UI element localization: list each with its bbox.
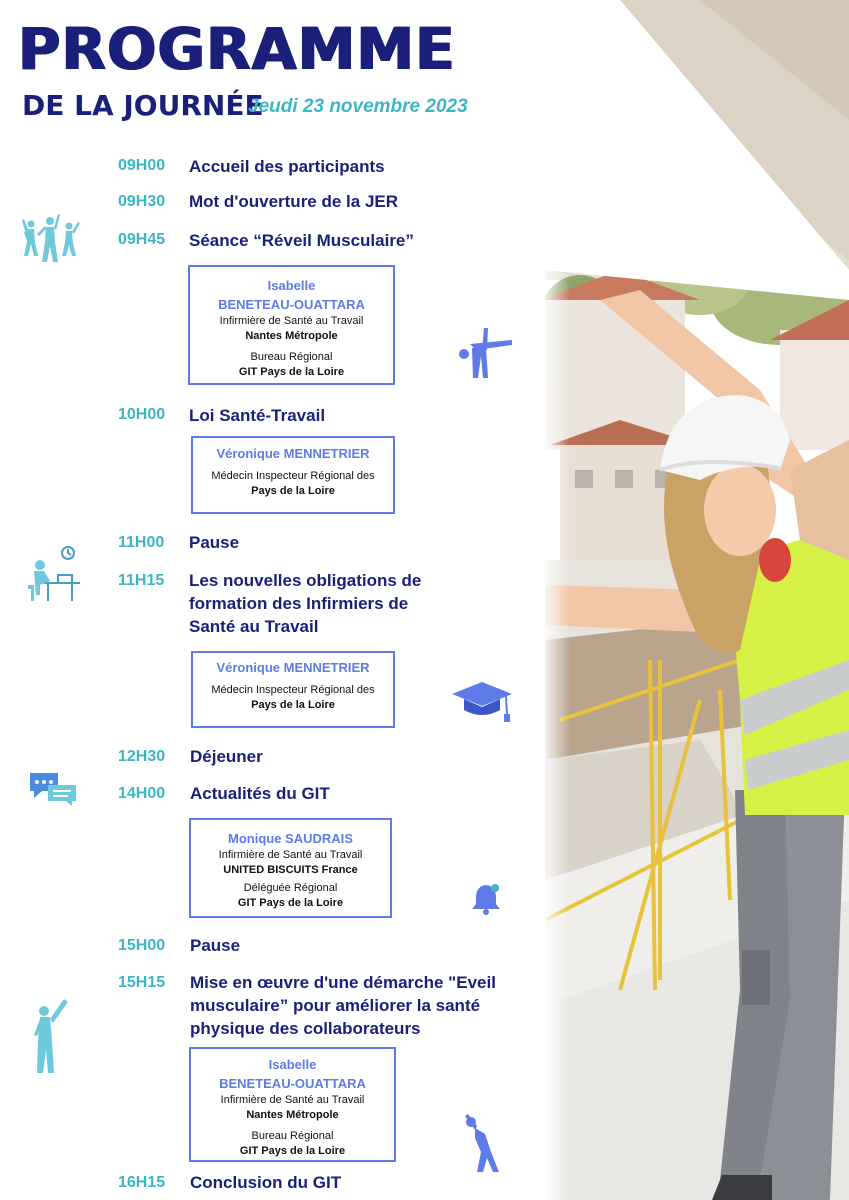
speaker-role: Bureau Régional: [251, 1130, 334, 1142]
time-1000: 10H00: [118, 406, 166, 423]
time-1515: 15H15: [118, 974, 166, 991]
item-loi-sante-travail: Loi Santé-Travail: [189, 406, 326, 425]
item-conclusion: Conclusion du GIT: [190, 1173, 342, 1192]
item-actualites-git: Actualités du GIT: [190, 784, 330, 803]
bell-icon: [470, 882, 502, 916]
time-1500: 15H00: [118, 937, 166, 954]
item-title-line: Santé au Travail: [189, 617, 319, 636]
graduation-cap-icon: [452, 680, 512, 724]
time-0945: 09H45: [118, 231, 166, 248]
page-title: PROGRAMME: [18, 15, 456, 83]
speaker-role: Bureau Régional: [250, 351, 333, 363]
speaker-name: Véronique MENNETRIER: [216, 660, 370, 675]
speaker-org: Nantes Métropole: [245, 330, 338, 342]
speaker-name: Monique SAUDRAIS: [228, 831, 353, 846]
speaker-name: Véronique MENNETRIER: [216, 446, 370, 461]
speaker-name: Isabelle: [267, 278, 316, 293]
side-stretch-icon: [30, 995, 70, 1075]
page-subtitle: DE LA JOURNÉE: [22, 89, 264, 122]
speaker-org: GIT Pays de la Loire: [237, 897, 344, 909]
speaker-name: Isabelle: [268, 1057, 317, 1072]
item-title-line: Les nouvelles obligations de: [189, 571, 422, 590]
item-title-line: Mise en œuvre d'une démarche "Eveil: [190, 973, 496, 992]
speaker-org: UNITED BISCUITS France: [223, 864, 358, 876]
speaker-role: Médecin Inspecteur Régional des: [211, 470, 375, 482]
item-pause: Pause: [189, 533, 240, 552]
speaker-name: BENETEAU-OUATTARA: [218, 297, 365, 312]
chat-bubbles-icon: [28, 771, 78, 807]
speaker-role: Déléguée Régional: [243, 882, 338, 894]
speaker-org: GIT Pays de la Loire: [239, 1145, 346, 1157]
speaker-name: BENETEAU-OUATTARA: [219, 1076, 366, 1091]
speaker-card: [191, 436, 395, 514]
time-1100: 11H00: [118, 534, 165, 551]
item-obligations-formation: [189, 569, 421, 638]
time-0900: 09H00: [118, 157, 166, 174]
item-title-line: musculaire” pour améliorer la santé: [190, 996, 481, 1015]
item-ouverture: Mot d'ouverture de la JER: [189, 192, 399, 211]
speaker-role: Infirmière de Santé au Travail: [219, 315, 364, 327]
speaker-role: Infirmière de Santé au Travail: [218, 849, 363, 861]
speaker-card: [188, 265, 395, 385]
time-0930: 09H30: [118, 193, 166, 210]
item-title-line: physique des collaborateurs: [190, 1019, 421, 1038]
time-1615: 16H15: [118, 1174, 166, 1191]
item-pause-2: Pause: [190, 936, 241, 955]
time-1115: 11H15: [118, 572, 165, 589]
time-1230: 12H30: [118, 748, 166, 765]
item-dejeuner: Déjeuner: [190, 747, 263, 766]
item-reveil-musculaire: Séance “Réveil Musculaire”: [189, 231, 414, 250]
standing-stretch-icon: [463, 1112, 503, 1174]
item-title-line: formation des Infirmiers de: [189, 594, 409, 613]
item-eveil-musculaire: [190, 971, 496, 1040]
speaker-role: Médecin Inspecteur Régional des: [211, 684, 375, 696]
speaker-org: Pays de la Loire: [251, 699, 335, 711]
item-accueil: Accueil des participants: [189, 157, 385, 176]
speaker-card: [189, 1047, 396, 1162]
speaker-card: [191, 651, 395, 728]
time-1400: 14H00: [118, 785, 166, 802]
speaker-role: Infirmière de Santé au Travail: [220, 1094, 365, 1106]
speaker-org: Nantes Métropole: [246, 1109, 339, 1121]
event-date: Jeudi 23 novembre 2023: [248, 96, 468, 117]
speaker-card: [189, 818, 392, 918]
yoga-pose-icon: [456, 322, 514, 380]
speaker-org: Pays de la Loire: [251, 485, 335, 497]
group-stretching-icon: [22, 212, 80, 264]
speaker-org: GIT Pays de la Loire: [238, 366, 345, 378]
desk-worker-icon: [26, 545, 82, 603]
